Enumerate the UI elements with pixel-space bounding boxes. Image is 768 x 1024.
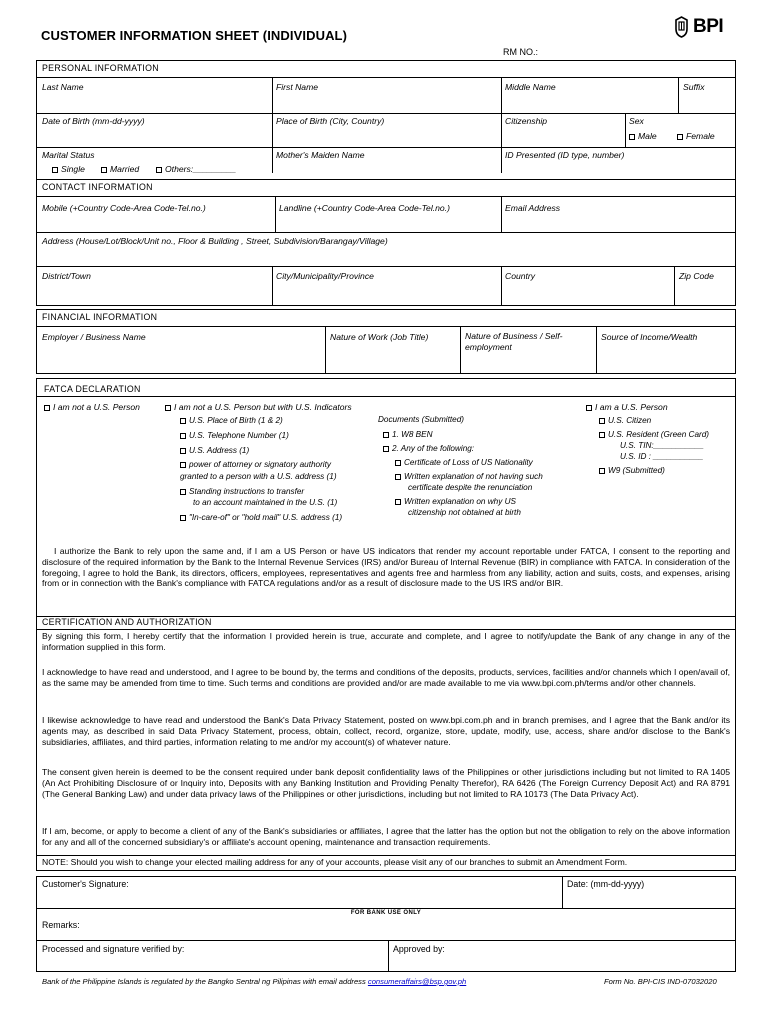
not-us-with-indicators-option[interactable]: I am not a U.S. Person but with U.S. Indicators [165,402,352,412]
email-field[interactable]: Email Address [505,203,561,213]
w8ben-checkbox[interactable] [383,432,389,438]
documents-submitted-label: Documents (Submitted) [378,415,465,424]
signature-box [36,876,736,972]
fatca-heading: FATCA DECLARATION [44,384,141,394]
address-field[interactable]: Address (House/Lot/Block/Unit no., Floor & Building , Street, Subdivision/Barangay/Village) [42,236,388,246]
certification-paragraph-2: I acknowledge to have read and understood, and I agree to be bound by, the terms and conditions of the deposits, products, services, facilities and/or channels which I open/avail of, as the same may be amended from time to time. Such terms and conditions are provided and/or are made available to me via www.bpi.com.ph/terms and/or other channels. [42,667,730,688]
middle-name-field[interactable]: Middle Name [505,82,556,92]
us-address-checkbox[interactable] [180,448,186,454]
standing-instructions-line2: to an account maintained in the U.S. (1) [193,498,338,507]
certification-paragraph-1: By signing this form, I hereby certify that the information I provided herein is true, accurate and complete, and I agree to notify/update the Bank of any change in any of the information supplied in this form. [42,631,730,652]
fatca-authorization-text: I authorize the Bank to rely upon the same and, if I am a US Person or have US indicators that render my account reportable under FATCA, I consent to the reporting and disclosure of the required information by the Bank to the Internal Revenue Services (IRS) and/or Bureau of Internal Revenue (BIR) in compliance with FATCA. In consideration of the foregoing, I agree to hold the Bank, its directors, officers, employees, representatives and agents free and harmless from any liability, action and suits, costs, and expenses, arising from or in connection with the Bank's compliance with FATCA regulations and/or as a result of disclosure made to the US IRS and/or BIR. [42,546,730,589]
regulation-notice: Bank of the Philippine Islands is regulated by the Bangko Sentral ng Pilipinas with email address consumeraffairs@bsp.gov.ph [42,977,467,986]
marital-married-option[interactable]: Married [101,164,139,174]
certification-paragraph-3: I likewise acknowledge to have read and understood the Bank's Data Privacy Statement, posted on www.bpi.com.ph and in branch premises, and I agree that the Bank and/or its agents may, as described in said Data Privacy Statement, process, obtain, collect, record, organize, store, update, modify, use, access, share and/or disclose to the Bank's subsidiaries, affiliates, and third parties, information relating to me and/or my account(s) of whatever nature. [42,715,730,747]
id-presented-field[interactable]: ID Presented (ID type, number) [505,150,625,160]
us-telephone-option[interactable]: U.S. Telephone Number (1) [180,431,289,440]
sex-female-option[interactable]: Female [677,131,715,141]
written-birth-checkbox[interactable] [395,499,401,505]
not-us-person-checkbox[interactable] [44,405,50,411]
amendment-note: NOTE: Should you wish to change your elected mailing address for any of your accounts, please visit any of our branches to submit an Amendment Form. [42,857,628,867]
contact-info-heading: CONTACT INFORMATION [42,182,153,192]
in-care-of-option[interactable]: "In-care-of" or "hold mail" U.S. address (1) [180,513,342,522]
us-resident-checkbox[interactable] [599,432,605,438]
mothers-maiden-name-field[interactable]: Mother's Maiden Name [276,150,365,160]
personal-info-heading: PERSONAL INFORMATION [42,63,159,73]
written-renunciation-checkbox[interactable] [395,474,401,480]
country-field[interactable]: Country [505,271,536,281]
bpi-logo-text: BPI [693,16,724,37]
financial-info-heading: FINANCIAL INFORMATION [42,312,158,322]
marital-single-option[interactable]: Single [52,164,85,174]
bsp-email-link[interactable]: consumeraffairs@bsp.gov.ph [367,977,467,986]
us-pob-checkbox[interactable] [180,418,186,424]
is-us-person-checkbox[interactable] [586,405,592,411]
marital-status-label: Marital Status [42,150,95,160]
is-us-person-option[interactable]: I am a U.S. Person [586,402,668,412]
sex-label: Sex [629,116,644,126]
bpi-logo [673,14,723,40]
place-of-birth-field[interactable]: Place of Birth (City, Country) [276,116,385,126]
rm-no-label: RM NO.: [503,47,538,57]
certification-heading: CERTIFICATION AND AUTHORIZATION [42,617,212,627]
w8ben-option[interactable]: 1. W8 BEN [383,430,433,439]
written-explanation-renunciation-line2: certificate despite the renunciation [408,483,533,492]
written-explanation-renunciation-option[interactable]: Written explanation of not having such [395,472,543,481]
form-number: Form No. BPI-CIS IND-07032020 [604,977,717,986]
standing-instructions-option[interactable]: Standing instructions to transfer [180,487,304,496]
first-name-field[interactable]: First Name [276,82,319,92]
citizenship-field[interactable]: Citizenship [505,116,548,126]
certification-paragraph-4: The consent given herein is deemed to be the consent required under bank deposit confidentiality laws of the Philippines or other jurisdictions including but not limited to RA 1405 (An Act Prohibiting Disclosure of or Inquiry into, Deposits with any Banking Institution and Providing Penalty Therefor), RA 6426 (The Foreign Currency Deposit Act) and RA 8791 (The General Banking Law) and under data privacy laws of the Philippines or other jurisdictions, including but not limited to RA 10173 (The Data Privacy Act). [42,767,730,799]
landline-field[interactable]: Landline (+Country Code-Area Code-Tel.no.) [279,203,450,213]
written-explanation-birth-option[interactable]: Written explanation on why US [395,497,516,506]
single-checkbox[interactable] [52,167,58,173]
poa-checkbox[interactable] [180,462,186,468]
us-citizen-checkbox[interactable] [599,418,605,424]
marital-others-option[interactable]: Others:_________ [156,164,236,174]
last-name-field[interactable]: Last Name [42,82,84,92]
city-field[interactable]: City/Municipality/Province [276,271,374,281]
any-following-option[interactable]: 2. Any of the following: [383,444,474,453]
nature-of-business-field[interactable]: Nature of Business / Self-employment [465,331,563,352]
suffix-field[interactable]: Suffix [683,82,705,92]
us-id-field[interactable]: U.S. ID : ___________ [620,452,704,461]
standing-checkbox[interactable] [180,489,186,495]
zip-code-field[interactable]: Zip Code [679,271,714,281]
power-of-attorney-line2: granted to a person with a U.S. address (1) [180,472,337,481]
us-tin-field[interactable]: U.S. TIN:___________ [620,441,704,450]
district-field[interactable]: District/Town [42,271,91,281]
written-explanation-birth-line2: citizenship not obtained at birth [408,508,521,517]
not-us-person-option[interactable]: I am not a U.S. Person [44,402,140,412]
us-citizen-option[interactable]: U.S. Citizen [599,416,651,425]
us-phone-checkbox[interactable] [180,433,186,439]
mobile-field[interactable]: Mobile (+Country Code-Area Code-Tel.no.) [42,203,206,213]
male-checkbox[interactable] [629,134,635,140]
power-of-attorney-option[interactable]: power of attorney or signatory authority [180,460,331,469]
w9-option[interactable]: W9 (Submitted) [599,466,665,475]
approved-by-field[interactable]: Approved by: [393,944,445,954]
form-title: CUSTOMER INFORMATION SHEET (INDIVIDUAL) [41,28,348,43]
us-address-option[interactable]: U.S. Address (1) [180,446,249,455]
date-of-birth-field[interactable]: Date of Birth (mm-dd-yyyy) [42,116,145,126]
us-place-of-birth-option[interactable]: U.S. Place of Birth (1 & 2) [180,416,283,425]
source-of-income-field[interactable]: Source of Income/Wealth [601,332,698,342]
us-resident-option[interactable]: U.S. Resident (Green Card) [599,430,709,439]
cert-loss-checkbox[interactable] [395,460,401,466]
employer-field[interactable]: Employer / Business Name [42,332,146,342]
others-checkbox[interactable] [156,167,162,173]
w9-checkbox[interactable] [599,468,605,474]
processed-verified-field[interactable]: Processed and signature verified by: [42,944,185,954]
bank-use-only-label: FOR BANK USE ONLY [350,910,422,916]
bpi-crest-icon [673,16,690,38]
married-checkbox[interactable] [101,167,107,173]
nature-of-work-field[interactable]: Nature of Work (Job Title) [330,332,429,342]
date-field[interactable]: Date: (mm-dd-yyyy) [567,879,645,889]
in-care-of-checkbox[interactable] [180,515,186,521]
female-checkbox[interactable] [677,134,683,140]
remarks-field[interactable]: Remarks: [42,920,80,930]
cert-loss-nationality-option[interactable]: Certificate of Loss of US Nationality [395,458,533,467]
sex-male-option[interactable]: Male [629,131,657,141]
customer-signature-field[interactable]: Customer's Signature: [42,879,129,889]
certification-paragraph-5: If I am, become, or apply to become a client of any of the Bank's subsidiaries or affiliates, I agree that the latter has the option but not the obligation to rely on the above information for any and all of the concerned subsidiary's or affiliate's account opening, maintenance and transaction requirements. [42,826,730,847]
any-following-checkbox[interactable] [383,446,389,452]
not-us-indicators-checkbox[interactable] [165,405,171,411]
